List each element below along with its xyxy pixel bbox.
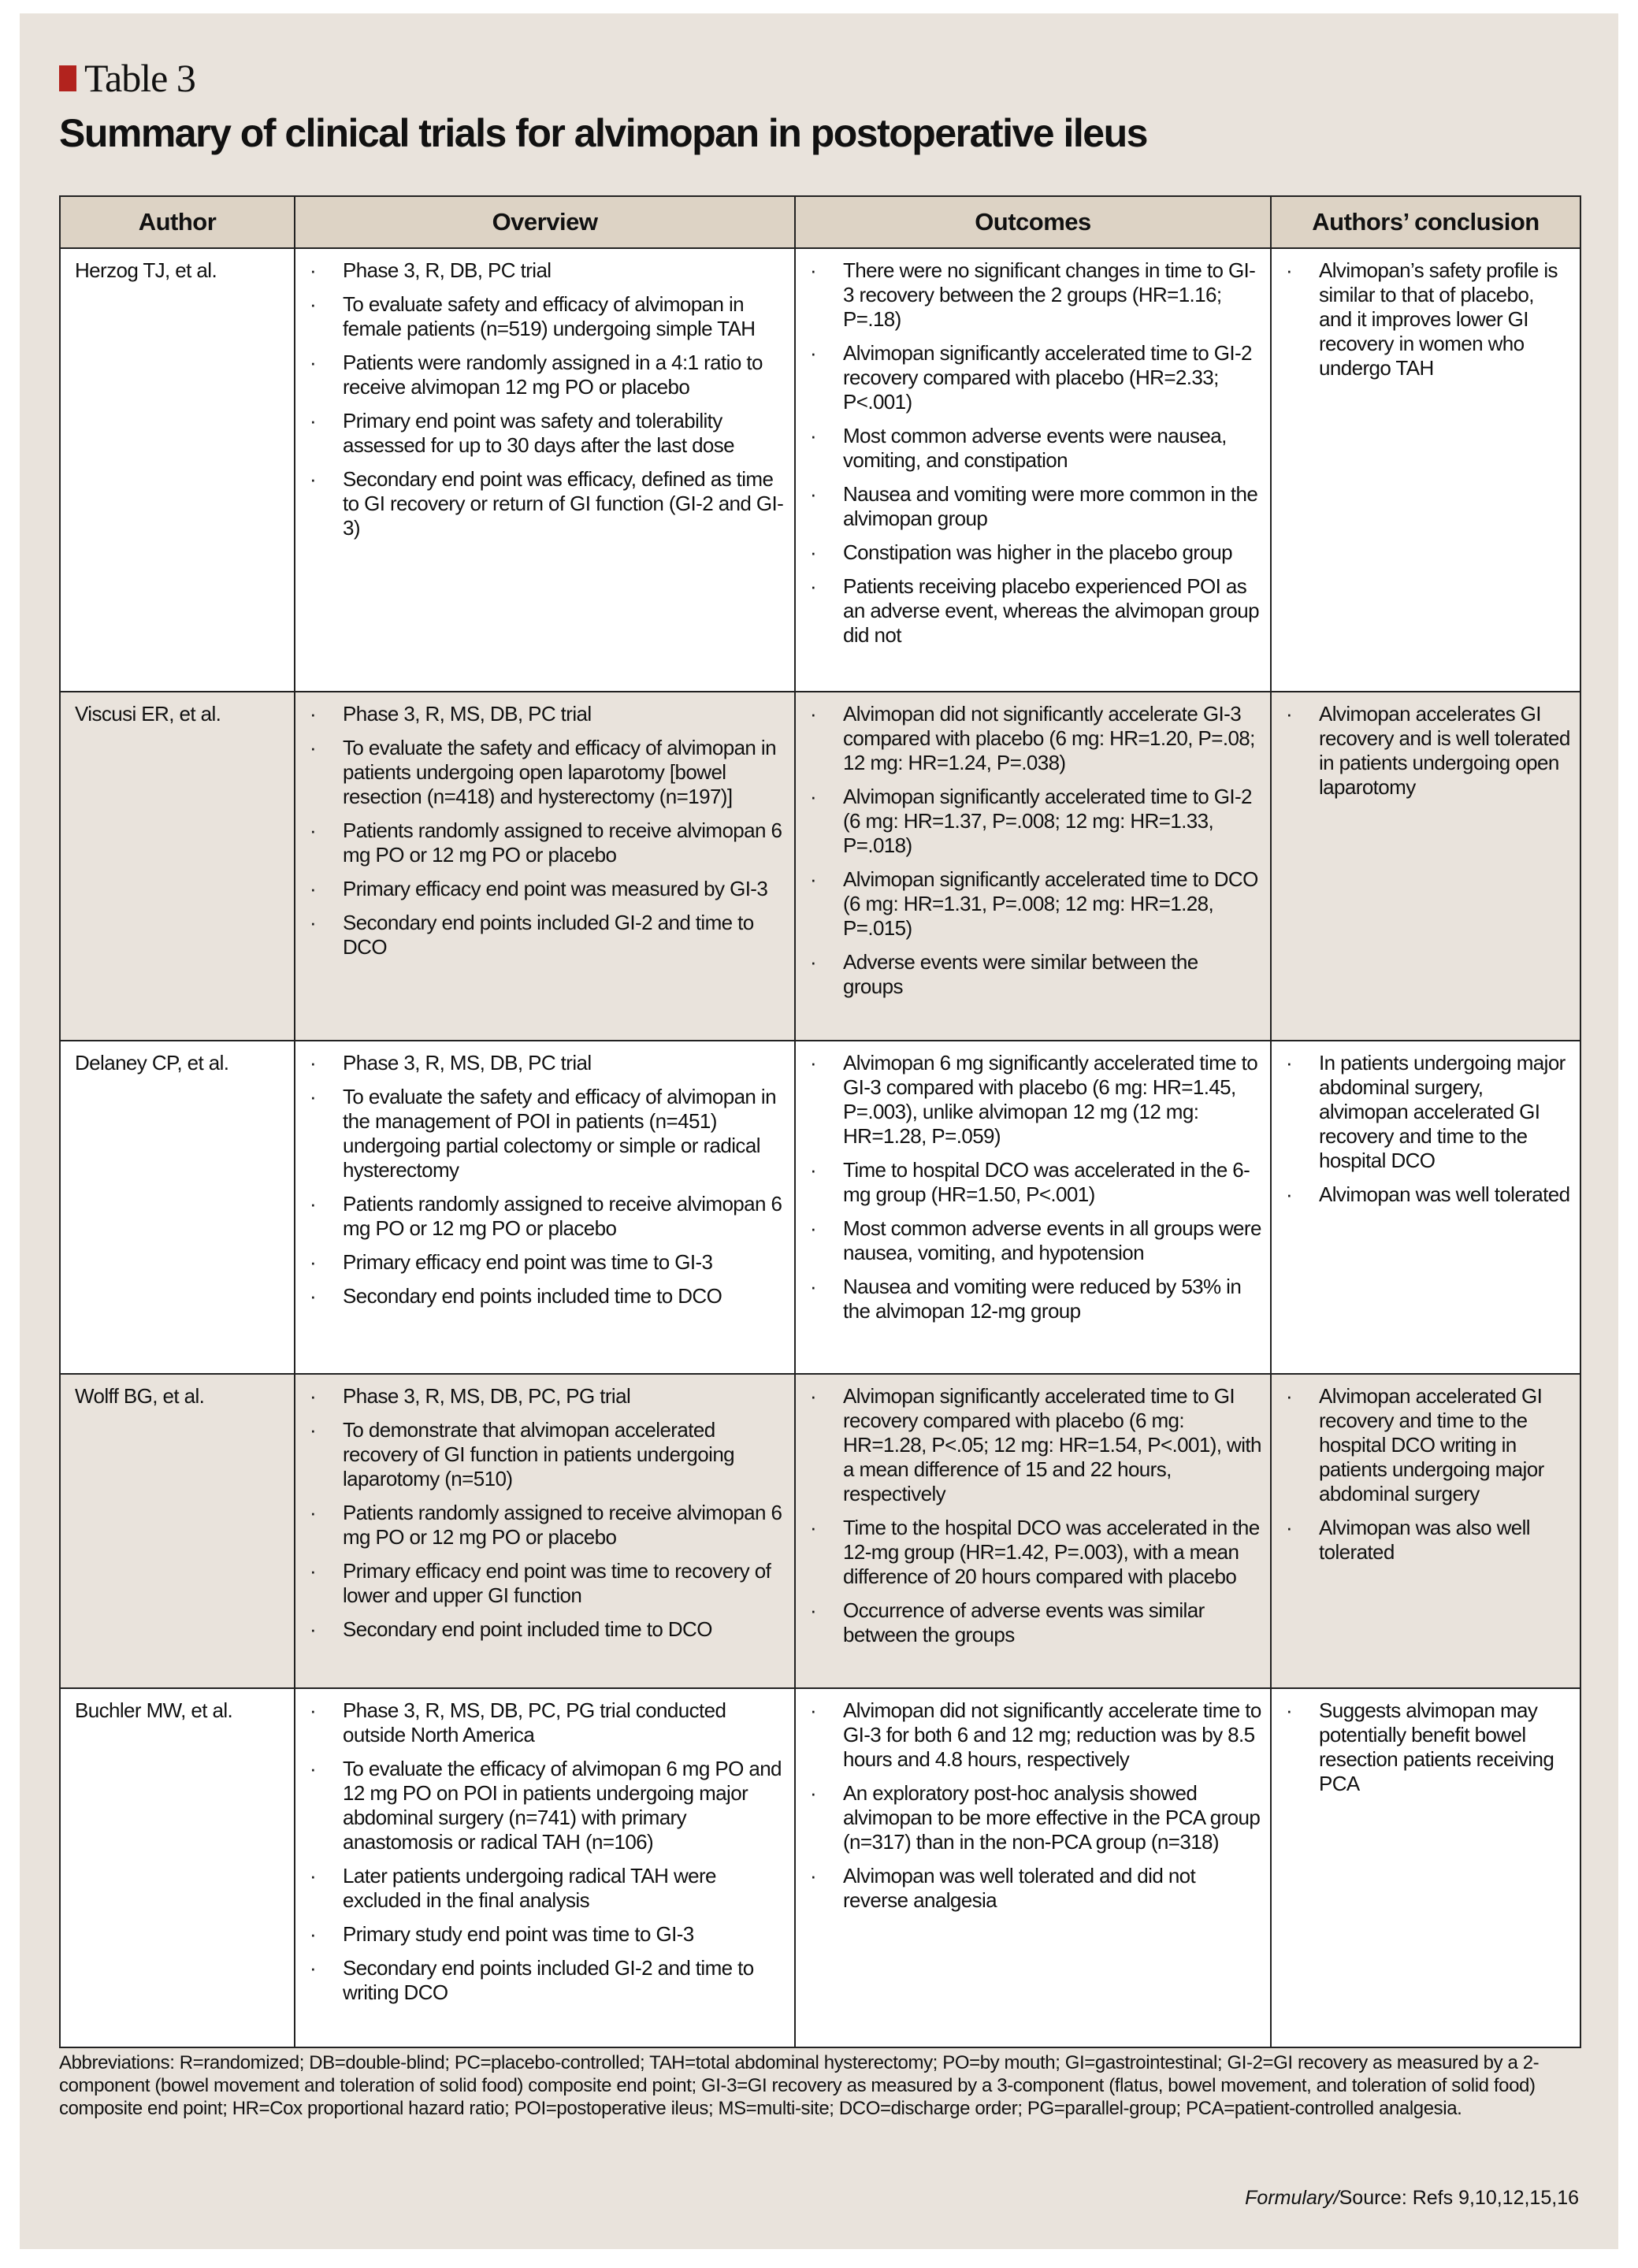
list-item: · Alvimopan significantly accelerated time to GI recovery compared with placebo (6 mg: HR=1.28, P<.05; 12 mg: HR=1.54, P<.001), with a mean difference of 15 and 22 hours, respectively: [810, 1384, 1262, 1506]
conclusion-list: [1286, 1051, 1572, 1207]
list-item: · Secondary end points included GI-2 and time to DCO: [310, 911, 786, 960]
list-item: · Suggests alvimopan may potentially benefit bowel resection patients receiving PCA: [1286, 1698, 1572, 1796]
list-item: · Secondary end point was efficacy, defined as time to GI recovery or return of GI function (GI-2 and GI-3): [310, 467, 786, 540]
list-item: · In patients undergoing major abdominal surgery, alvimopan accelerated GI recovery and time to the hospital DCO: [1286, 1051, 1572, 1173]
trials-table: [59, 195, 1581, 2048]
conclusion-list: [1286, 258, 1572, 380]
conclusion-cell: [1271, 692, 1580, 1041]
header-conclusion: Authors’ conclusion: [1271, 196, 1580, 248]
overview-list: [310, 702, 786, 960]
page-title: Summary of clinical trials for alvimopan in postoperative ileus: [59, 111, 1147, 155]
table-label: [59, 55, 195, 101]
outcomes-cell: [795, 1688, 1271, 2047]
list-item: · Alvimopan did not significantly accelerate GI-3 compared with placebo (6 mg: HR=1.20, P=.08; 12 mg: HR=1.24, P=.038): [810, 702, 1262, 775]
table-row: [60, 1688, 1580, 2047]
outcomes-list: [810, 1698, 1262, 1913]
conclusion-list: [1286, 702, 1572, 800]
source-note: [1245, 2187, 1579, 2210]
header-outcomes: Outcomes: [795, 196, 1271, 248]
conclusion-cell: [1271, 1041, 1580, 1374]
list-item: · Patients were randomly assigned in a 4:1 ratio to receive alvimopan 12 mg PO or placebo: [310, 351, 786, 399]
list-item: · Most common adverse events in all groups were nausea, vomiting, and hypotension: [810, 1216, 1262, 1265]
header-overview: Overview: [295, 196, 795, 248]
overview-cell: [295, 1041, 795, 1374]
overview-list: [310, 1698, 786, 2005]
list-item: · Alvimopan significantly accelerated time to DCO (6 mg: HR=1.31, P=.008; 12 mg: HR=1.28, P=.015): [810, 867, 1262, 941]
list-item: · Patients receiving placebo experienced POI as an adverse event, whereas the alvimopan group did not: [810, 574, 1262, 648]
list-item: · Alvimopan accelerates GI recovery and is well tolerated in patients undergoing open laparotomy: [1286, 702, 1572, 800]
outcomes-list: [810, 1384, 1262, 1647]
overview-list: [310, 1384, 786, 1642]
outcomes-list: [810, 1051, 1262, 1323]
list-item: · Secondary end points included time to DCO: [310, 1284, 786, 1308]
list-item: · Most common adverse events were nausea, vomiting, and constipation: [810, 424, 1262, 473]
list-item: · An exploratory post-hoc analysis showed alvimopan to be more effective in the PCA group (n=317) than in the non-PCA group (n=318): [810, 1781, 1262, 1854]
list-item: · Alvimopan did not significantly accelerate time to GI-3 for both 6 and 12 mg; reduction was by 8.5 hours and 4.8 hours, respectively: [810, 1698, 1262, 1772]
list-item: · Nausea and vomiting were reduced by 53% in the alvimopan 12-mg group: [810, 1275, 1262, 1323]
list-item: · Phase 3, R, MS, DB, PC trial: [310, 702, 786, 726]
list-item: · Occurrence of adverse events was similar between the groups: [810, 1598, 1262, 1647]
source-text: Source: Refs 9,10,12,15,16: [1339, 2187, 1579, 2209]
list-item: · Alvimopan’s safety profile is similar to that of placebo, and it improves lower GI recovery in women who undergo TAH: [1286, 258, 1572, 380]
red-square-icon: [59, 65, 76, 91]
overview-list: [310, 1051, 786, 1308]
list-item: · Constipation was higher in the placebo group: [810, 540, 1262, 565]
list-item: · Alvimopan was well tolerated: [1286, 1182, 1572, 1207]
author-cell: Delaney CP, et al.: [60, 1041, 295, 1374]
conclusion-cell: [1271, 1374, 1580, 1688]
outcomes-cell: [795, 692, 1271, 1041]
list-item: · To evaluate the efficacy of alvimopan 6 mg PO and 12 mg PO on POI in patients undergoing major abdominal surgery (n=741) with primary anastomosis or radical TAH (n=106): [310, 1757, 786, 1854]
conclusion-list: [1286, 1698, 1572, 1796]
overview-cell: [295, 1374, 795, 1688]
outcomes-cell: [795, 1041, 1271, 1374]
table-row: [60, 248, 1580, 692]
author-cell: Buchler MW, et al.: [60, 1688, 295, 2047]
list-item: · Patients randomly assigned to receive alvimopan 6 mg PO or 12 mg PO or placebo: [310, 1501, 786, 1550]
table-row: [60, 1041, 1580, 1374]
overview-cell: [295, 692, 795, 1041]
author-cell: Viscusi ER, et al.: [60, 692, 295, 1041]
list-item: · Primary efficacy end point was time to GI-3: [310, 1250, 786, 1275]
list-item: · Later patients undergoing radical TAH were excluded in the final analysis: [310, 1864, 786, 1913]
list-item: · Primary study end point was time to GI-3: [310, 1922, 786, 1947]
list-item: · Alvimopan significantly accelerated time to GI-2 (6 mg: HR=1.37, P=.008; 12 mg: HR=1.33, P=.018): [810, 785, 1262, 858]
list-item: · There were no significant changes in time to GI-3 recovery between the 2 groups (HR=1.16; P=.18): [810, 258, 1262, 332]
list-item: · Alvimopan was also well tolerated: [1286, 1516, 1572, 1565]
overview-cell: [295, 1688, 795, 2047]
table-row: [60, 1374, 1580, 1688]
outcomes-cell: [795, 1374, 1271, 1688]
list-item: · Adverse events were similar between the groups: [810, 950, 1262, 999]
list-item: · Primary efficacy end point was time to recovery of lower and upper GI function: [310, 1559, 786, 1608]
author-cell: Herzog TJ, et al.: [60, 248, 295, 692]
conclusion-cell: [1271, 248, 1580, 692]
header-author: Author: [60, 196, 295, 248]
conclusion-list: [1286, 1384, 1572, 1565]
source-journal: Formulary/: [1245, 2187, 1339, 2209]
list-item: · To demonstrate that alvimopan accelerated recovery of GI function in patients undergoing laparotomy (n=510): [310, 1418, 786, 1491]
list-item: · Alvimopan accelerated GI recovery and time to the hospital DCO writing in patients undergoing major abdominal surgery: [1286, 1384, 1572, 1506]
overview-list: [310, 258, 786, 540]
list-item: · Phase 3, R, MS, DB, PC, PG trial: [310, 1384, 786, 1409]
list-item: · Primary efficacy end point was measured by GI-3: [310, 877, 786, 901]
list-item: · Time to the hospital DCO was accelerated in the 12-mg group (HR=1.42, P=.003), with a mean difference of 20 hours compared with placebo: [810, 1516, 1262, 1589]
list-item: · Nausea and vomiting were more common in the alvimopan group: [810, 482, 1262, 531]
table-row: [60, 692, 1580, 1041]
list-item: · Time to hospital DCO was accelerated in the 6-mg group (HR=1.50, P<.001): [810, 1158, 1262, 1207]
list-item: · Phase 3, R, MS, DB, PC trial: [310, 1051, 786, 1075]
list-item: · Phase 3, R, DB, PC trial: [310, 258, 786, 283]
list-item: · Primary end point was safety and tolerability assessed for up to 30 days after the last dose: [310, 409, 786, 458]
author-cell: Wolff BG, et al.: [60, 1374, 295, 1688]
outcomes-cell: [795, 248, 1271, 692]
list-item: · Alvimopan significantly accelerated time to GI-2 recovery compared with placebo (HR=2.33; P<.001): [810, 341, 1262, 414]
list-item: · Phase 3, R, MS, DB, PC, PG trial conducted outside North America: [310, 1698, 786, 1747]
overview-cell: [295, 248, 795, 692]
list-item: · Alvimopan 6 mg significantly accelerated time to GI-3 compared with placebo (6 mg: HR=1.45, P=.003), unlike alvimopan 12 mg (12 mg: HR=1.28, P=.059): [810, 1051, 1262, 1149]
list-item: · To evaluate safety and efficacy of alvimopan in female patients (n=519) undergoing simple TAH: [310, 292, 786, 341]
abbreviations: Abbreviations: R=randomized; DB=double-blind; PC=placebo-controlled; TAH=total abdominal hysterectomy; PO=by mouth; GI=gastrointestinal; GI-2=GI recovery as measured by a 2-component (bowel movement and toleration of solid food) composite end point; GI-3=GI recovery as measured by a 3-component (flatus, bowel movement, and toleration of solid food) composite end point; HR=Cox proportional hazard ratio; POI=postoperative ileus; MS=multi-site; DCO=discharge order; PG=parallel-group; PCA=patient-controlled analgesia.: [59, 2052, 1540, 2119]
list-item: · Secondary end points included GI-2 and time to writing DCO: [310, 1956, 786, 2005]
outcomes-list: [810, 702, 1262, 999]
list-item: · Patients randomly assigned to receive alvimopan 6 mg PO or 12 mg PO or placebo: [310, 818, 786, 867]
table-number: Table 3: [84, 56, 195, 100]
list-item: · Secondary end point included time to DCO: [310, 1617, 786, 1642]
list-item: · To evaluate the safety and efficacy of alvimopan in patients undergoing open laparotomy [bowel resection (n=418) and hysterectomy (n=197)]: [310, 736, 786, 809]
outcomes-list: [810, 258, 1262, 648]
list-item: · To evaluate the safety and efficacy of alvimopan in the management of POI in patients (n=451) undergoing partial colectomy or simple or radical hysterectomy: [310, 1085, 786, 1182]
list-item: · Alvimopan was well tolerated and did not reverse analgesia: [810, 1864, 1262, 1913]
conclusion-cell: [1271, 1688, 1580, 2047]
list-item: · Patients randomly assigned to receive alvimopan 6 mg PO or 12 mg PO or placebo: [310, 1192, 786, 1241]
